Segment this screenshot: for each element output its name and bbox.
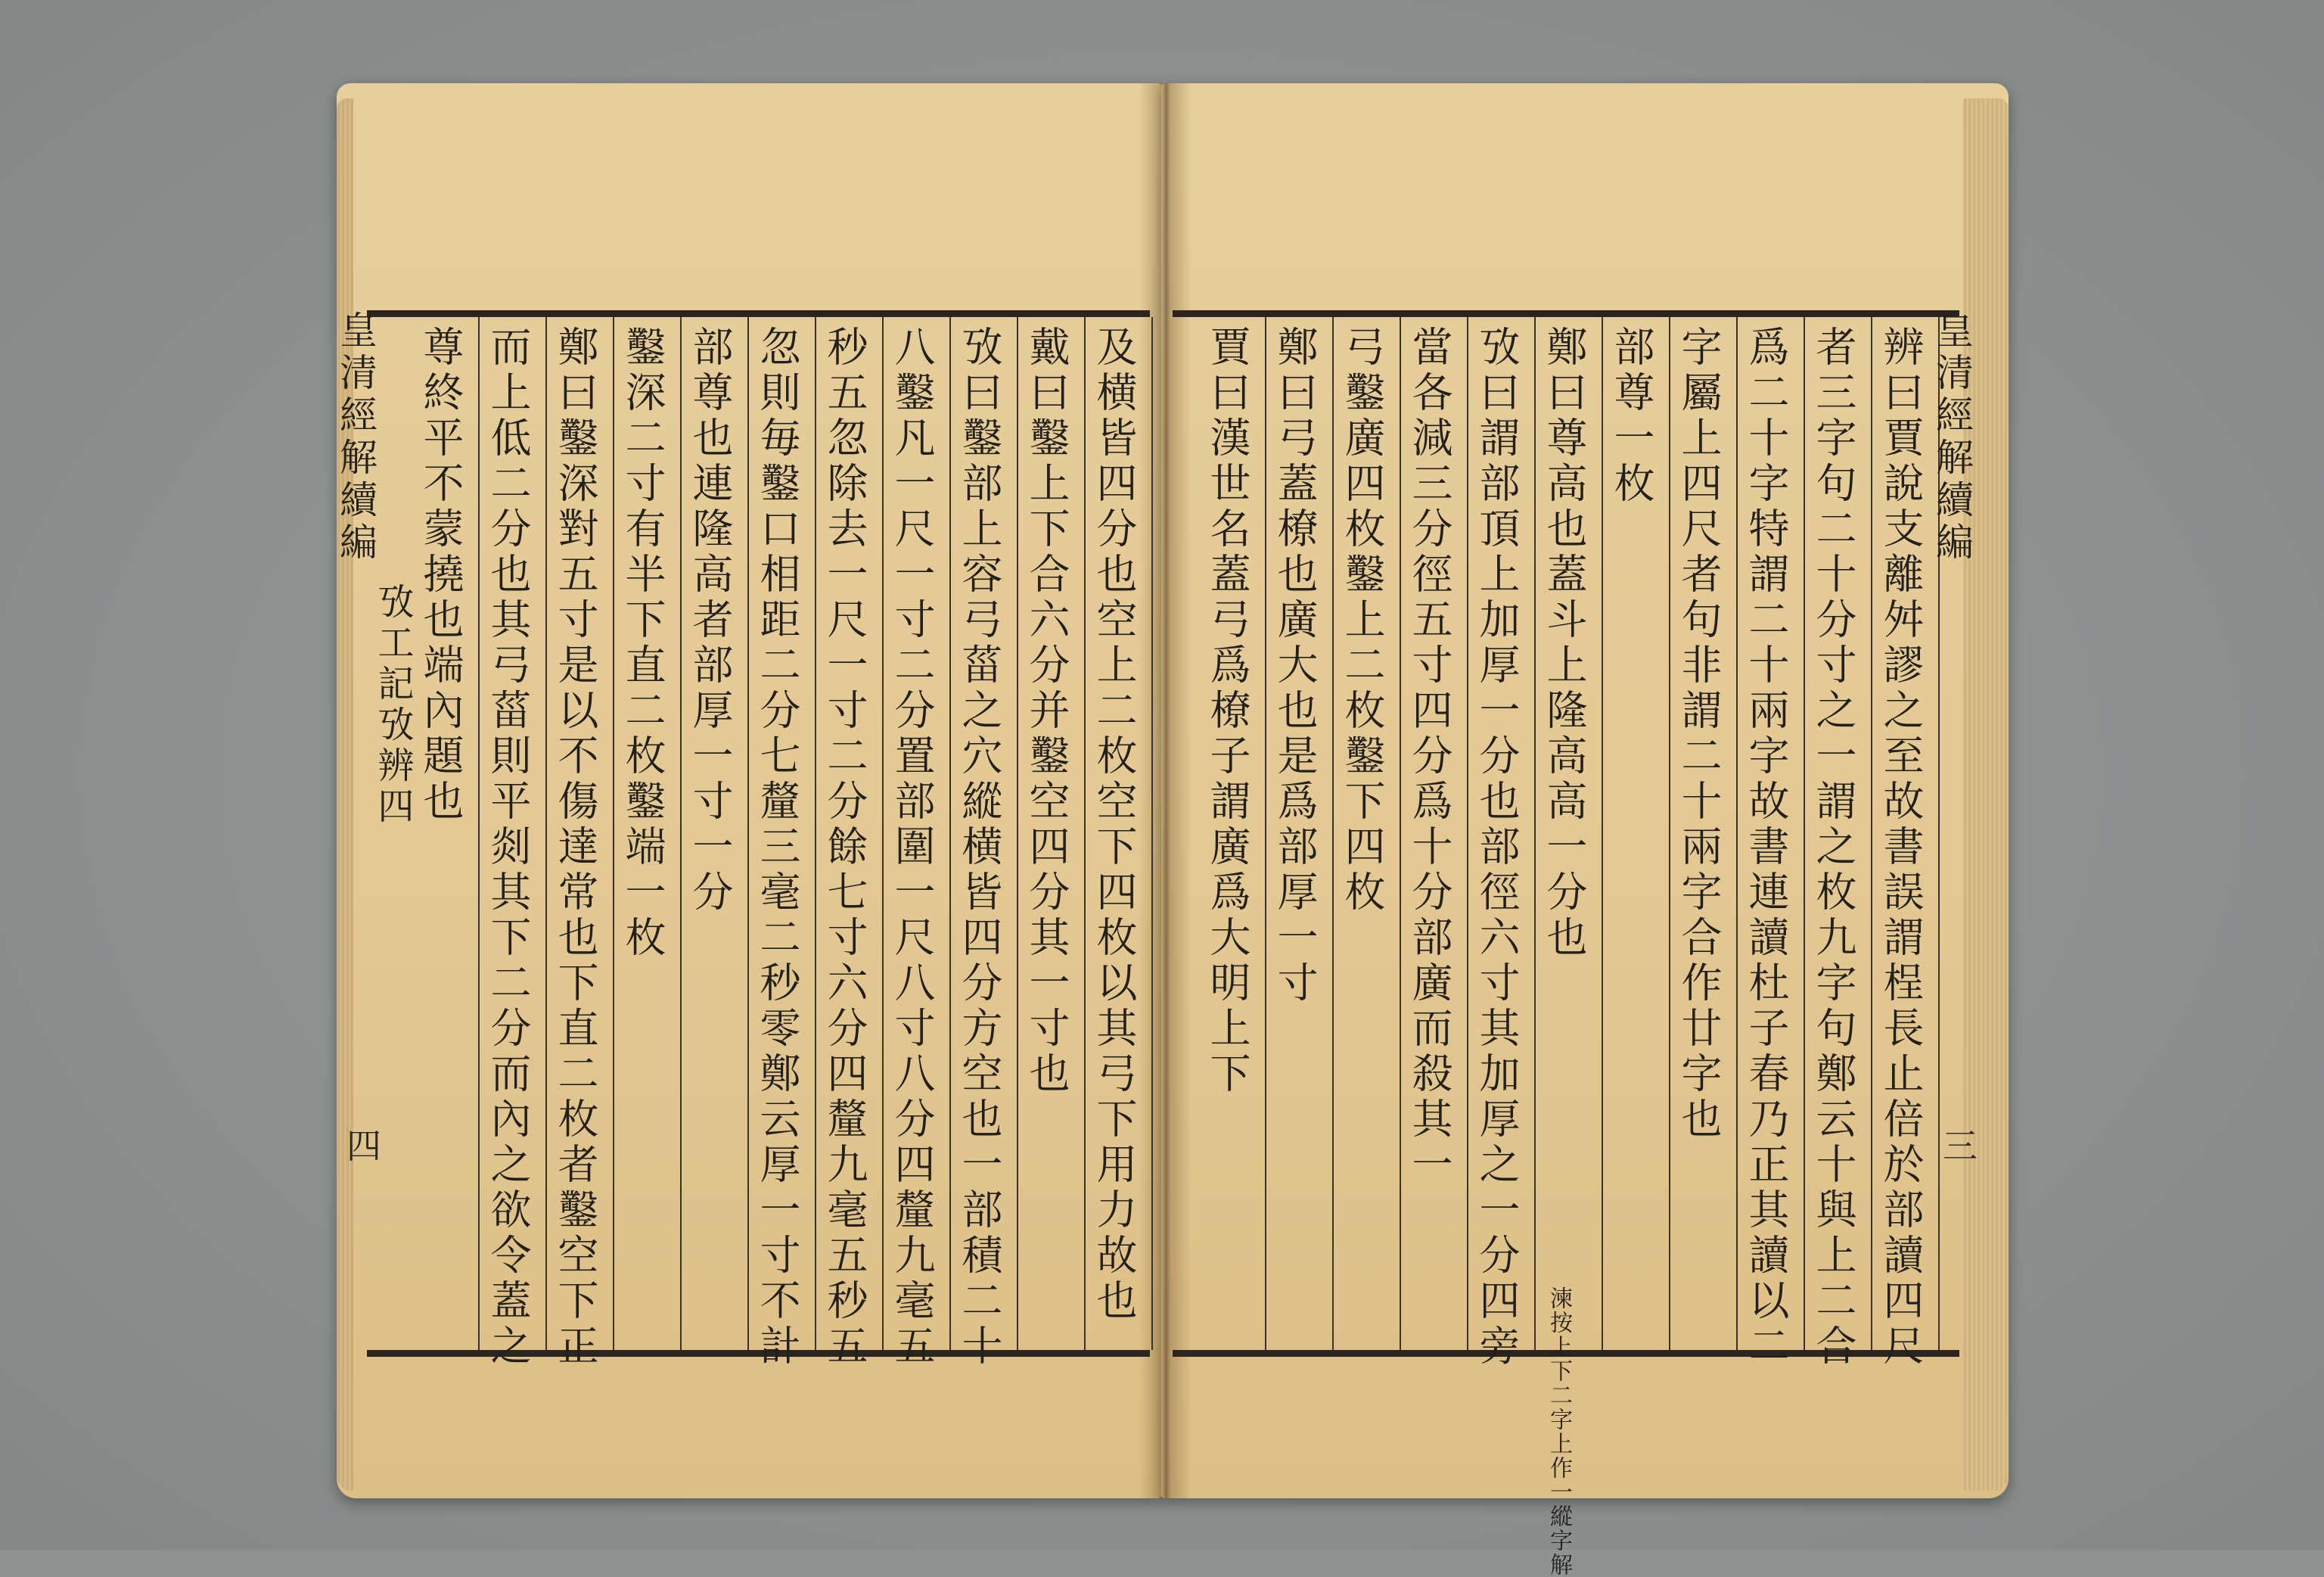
right-column-rule xyxy=(1804,317,1805,1350)
right-text-column: 鄭曰弓蓋橑也廣大也是爲部厚一寸 xyxy=(1271,325,1319,1006)
right-text-column: 爲二十字特謂二十兩字故書連讀杜子春乃正其讀以二 xyxy=(1742,325,1790,1370)
left-chapter-title: 攷工記攷辨四 xyxy=(371,583,414,828)
left-column-rule xyxy=(545,317,547,1350)
right-column-rule xyxy=(1534,317,1536,1350)
right-text-column: 字屬上四尺者句非謂二十兩字合作廿字也 xyxy=(1675,325,1723,1143)
right-column-rule xyxy=(1467,317,1468,1350)
right-text-column: 當各減三分徑五寸四分爲十分部廣而殺其一 xyxy=(1406,325,1453,1188)
right-text-column: 部尊一枚 xyxy=(1608,325,1655,507)
right-column-rule xyxy=(1602,317,1603,1350)
left-column-rule xyxy=(949,317,951,1350)
left-column-rule xyxy=(680,317,682,1350)
right-column-rule xyxy=(1669,317,1670,1350)
annotation-note: 湅按上下二字上作一縱字解 xyxy=(1546,1286,1572,1577)
right-text-column: 弓鑿廣四枚鑿上二枚鑿下四枚 xyxy=(1338,325,1386,916)
left-text-column: 尊終平不蒙撓也端內題也 xyxy=(417,325,464,825)
left-page-number: 四 xyxy=(341,1128,382,1162)
left-text-column: 攷曰鑿部上容弓菑之穴縱横皆四分方空也一部積二十 xyxy=(955,325,1003,1370)
left-column-rule xyxy=(478,317,480,1350)
left-text-column: 戴曰鑿上下合六分并鑿空四分其一寸也 xyxy=(1023,325,1070,1097)
left-text-column: 忽則毎鑿口相距二分七釐三毫二秒零鄭云厚一寸不計 xyxy=(753,325,801,1370)
left-text-column: 而上低二分也其弓菑則平剡其下二分而內之欲令蓋之 xyxy=(484,325,532,1370)
left-column-rule xyxy=(1151,317,1153,1350)
left-text-column: 及横皆四分也空上二枚空下四枚以其弓下用力故也 xyxy=(1090,325,1138,1324)
left-column-rule xyxy=(882,317,884,1350)
right-column-rule xyxy=(1400,317,1401,1350)
left-text-column: 鑿深二寸有半下直二枚鑿端一枚 xyxy=(619,325,666,961)
left-page-edges xyxy=(337,98,353,1491)
right-page-edges xyxy=(1963,98,2009,1491)
right-column-rule xyxy=(1736,317,1738,1350)
left-text-column: 秒五忽除去一尺一寸二分餘七寸六分四釐九毫五秒五 xyxy=(821,325,868,1370)
left-text-column: 八鑿凡一尺一寸二分置部圍一尺八寸八分四釐九毫五 xyxy=(888,325,936,1370)
left-column-rule xyxy=(1084,317,1086,1350)
left-text-column: 部尊也連隆高者部厚一寸一分 xyxy=(686,325,734,916)
right-column-rule xyxy=(1265,317,1266,1350)
left-text-column: 鄭曰鑿深對五寸是以不傷達常也下直二枚者鑿空下正 xyxy=(551,325,599,1370)
right-column-rule xyxy=(1871,317,1872,1350)
right-page-number: 三 xyxy=(1937,1128,1978,1162)
left-header-title: 皇清經解續編 xyxy=(334,310,377,565)
right-header-title: 皇清經解續編 xyxy=(1930,310,1974,565)
right-text-column: 辨曰賈說支離舛謬之至故書誤謂桯長止倍於部讀四尺 xyxy=(1877,325,1925,1370)
right-text-column: 鄭曰尊高也蓋斗上隆高高一分也 xyxy=(1540,325,1588,961)
left-column-rule xyxy=(1017,317,1018,1350)
open-book xyxy=(334,83,2009,1577)
right-text-column: 者三字句二十分寸之一謂之枚九字句鄭云十與上二合 xyxy=(1810,325,1857,1370)
right-text-column: 賈曰漢世名蓋弓爲橑子謂廣爲大明上下 xyxy=(1204,325,1251,1097)
right-text-column: 攷曰謂部頂上加厚一分也部徑六寸其加厚之一分四旁 xyxy=(1473,325,1521,1370)
left-column-rule xyxy=(815,317,816,1350)
right-column-rule xyxy=(1332,317,1334,1350)
left-column-rule xyxy=(747,317,749,1350)
left-column-rule xyxy=(613,317,614,1350)
